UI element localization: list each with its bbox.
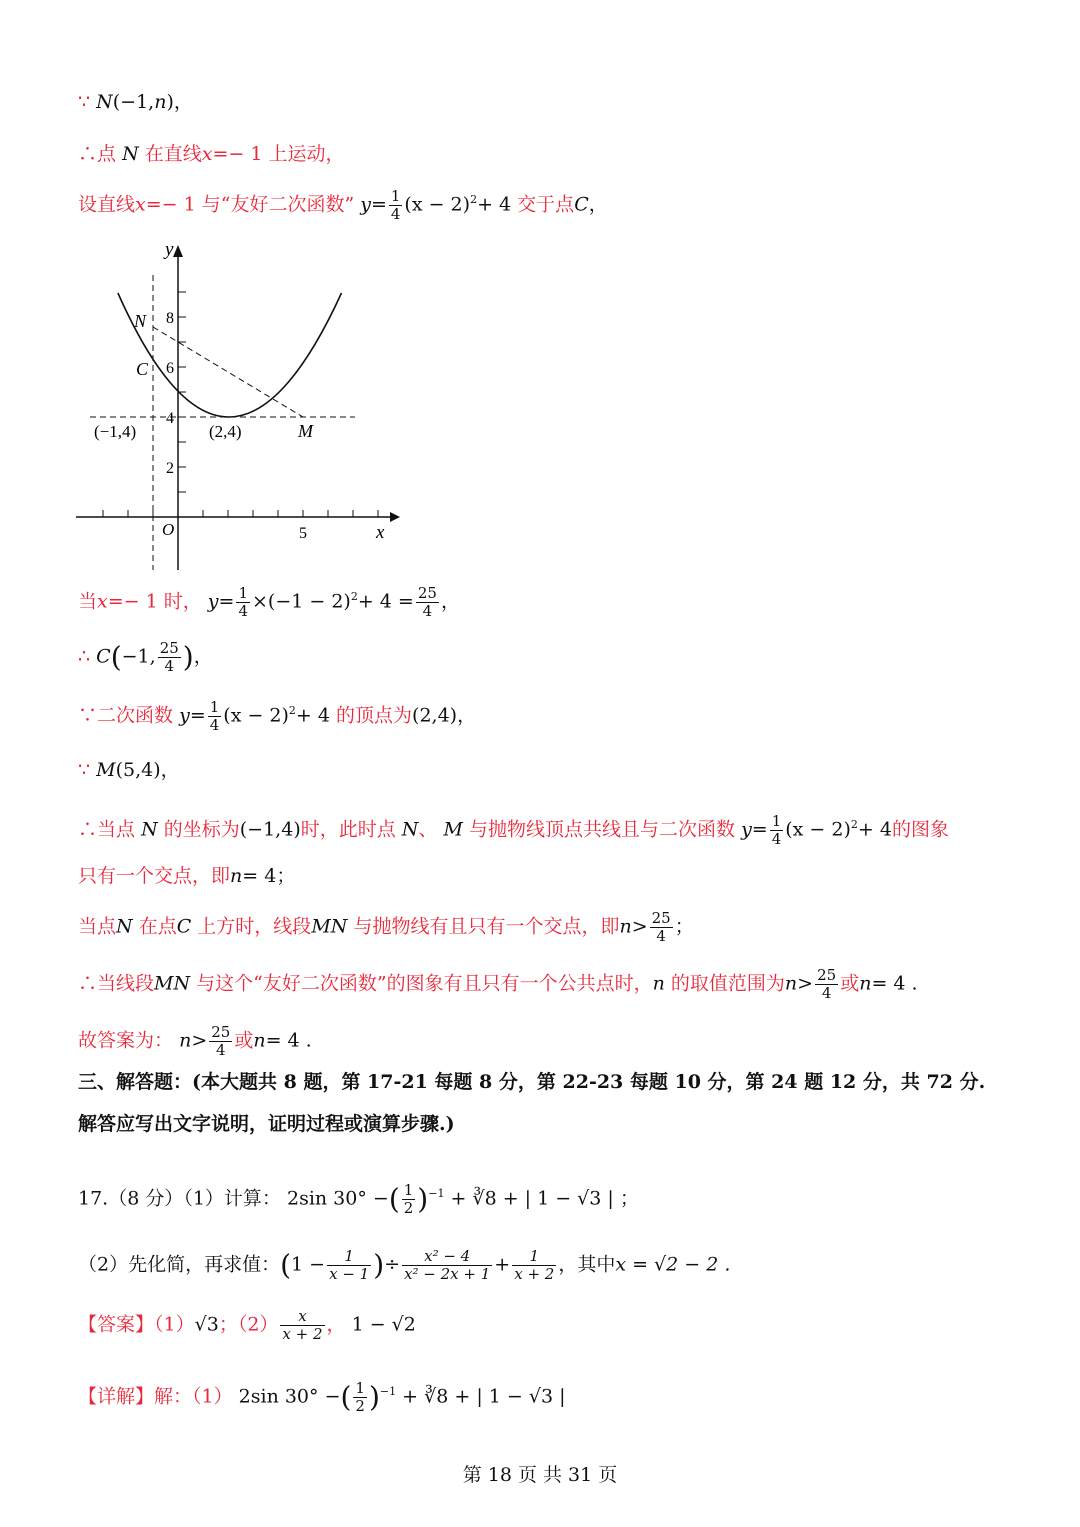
x-ticks bbox=[103, 510, 378, 517]
origin-label: O bbox=[162, 520, 175, 539]
detail-line: 【详解】解：（1） 2sin 30° −( $\frac{1}{2}$ )$^{-1}$ + ∛8 + | 1 − √3 | bbox=[78, 1378, 566, 1415]
step-line-1: ∵ N(−1,n)， bbox=[78, 91, 193, 113]
step-line-3: 设直线x=− 1 与“友好二次函数” y= $\frac{1}{4}$ $(x - 2)^2+ 4$ 交于点C， bbox=[78, 186, 608, 223]
parabola-graph bbox=[70, 235, 410, 575]
page-footer: 第 18 页 共 31 页 bbox=[462, 1464, 618, 1486]
step-line-7: ∵ M(5,4)， bbox=[78, 759, 180, 781]
answer-summary-line: 故答案为： n> $\frac{25}{4}$ 或n= 4 . bbox=[78, 1023, 312, 1059]
question-17-part1: 17.（8 分）（1）计算： 2sin 30° −( $\frac{1}{2}$ )$^{-1}$ + ∛8 + | 1 − √3 | ； bbox=[78, 1180, 639, 1217]
step-line-5: ∴ C(−1, $\frac{25}{4}$ )， bbox=[78, 639, 213, 675]
fraction: $\frac{1}{4}$ bbox=[390, 186, 401, 223]
x-axis-label: x bbox=[376, 522, 385, 543]
x-axis-arrow bbox=[390, 512, 400, 522]
step-line-2: ∴点 N 在直线x=− 1 上运动， bbox=[78, 143, 345, 165]
answer-line: 【答案】（1）√3；（2） $\frac{x}{x + 2}$ ， 1 − √2 bbox=[78, 1307, 416, 1343]
tick-label-y8: 8 bbox=[166, 310, 174, 327]
step-line-9: 只有一个交点，即n= 4； bbox=[78, 865, 296, 887]
step-line-8: ∴当点 N 的坐标为(−1,4)时，此时点 N、 M 与抛物线顶点共线且与二次函数 y= $\frac{1}{4}$ $(x - 2)^2+ 4$的图象 bbox=[78, 811, 949, 848]
tick-label-y6: 6 bbox=[166, 360, 174, 377]
tick-label-x5: 5 bbox=[299, 525, 307, 542]
step-line-4: 当x=− 1 时， y= $\frac{1}{4}$ $\times(-1 - 2)^2+ 4$ = $\frac{25}{4}$ ， bbox=[78, 583, 460, 620]
step-line-10: 当点N 在点C 上方时，线段MN 与抛物线有且只有一个交点，即n> $\frac{25}{4}$ ； bbox=[78, 909, 694, 945]
point-label-vertex: (2,4) bbox=[209, 422, 242, 441]
point-label-M: M bbox=[298, 421, 313, 441]
tick-label-y4: 4 bbox=[166, 410, 174, 427]
point-label-C: C bbox=[136, 359, 149, 379]
y-axis-label: y bbox=[165, 239, 174, 260]
point-label-N: N bbox=[134, 311, 147, 331]
tick-label-y2: 2 bbox=[166, 460, 174, 477]
because-symbol: ∵ bbox=[78, 91, 91, 113]
section-heading-2: 解答应写出文字说明，证明过程或演算步骤.) bbox=[78, 1113, 455, 1135]
y-axis-arrow bbox=[173, 245, 183, 257]
segment-MN bbox=[153, 327, 303, 417]
point-label-neg1-4: (−1,4) bbox=[94, 422, 137, 441]
section-heading: 三、解答题：(本大题共 8 题，第 17-21 每题 8 分，第 22-23 每题 10 分，第 24 题 12 分，共 72 分. bbox=[78, 1071, 986, 1093]
step-line-6: ∵二次函数 y= $\frac{1}{4}$ $(x - 2)^2+ 4$ 的顶点为(2,4)， bbox=[78, 697, 477, 734]
question-17-part2: （2）先化简，再求值：(1 − $\frac{1}{x - 1}$ )÷ $\frac{\text{x² − 4}}{\text{x² − 2x + 1}}$ + $\frac{1}{x + 2}$ ，其中x = √2 − 2 . bbox=[78, 1247, 731, 1283]
parabola-curve bbox=[118, 293, 342, 417]
step-line-11: ∴当线段MN 与这个“友好二次函数”的图象有且只有一个公共点时，n 的取值范围为n> $\frac{25}{4}$ 或n= 4 . bbox=[78, 966, 918, 1002]
